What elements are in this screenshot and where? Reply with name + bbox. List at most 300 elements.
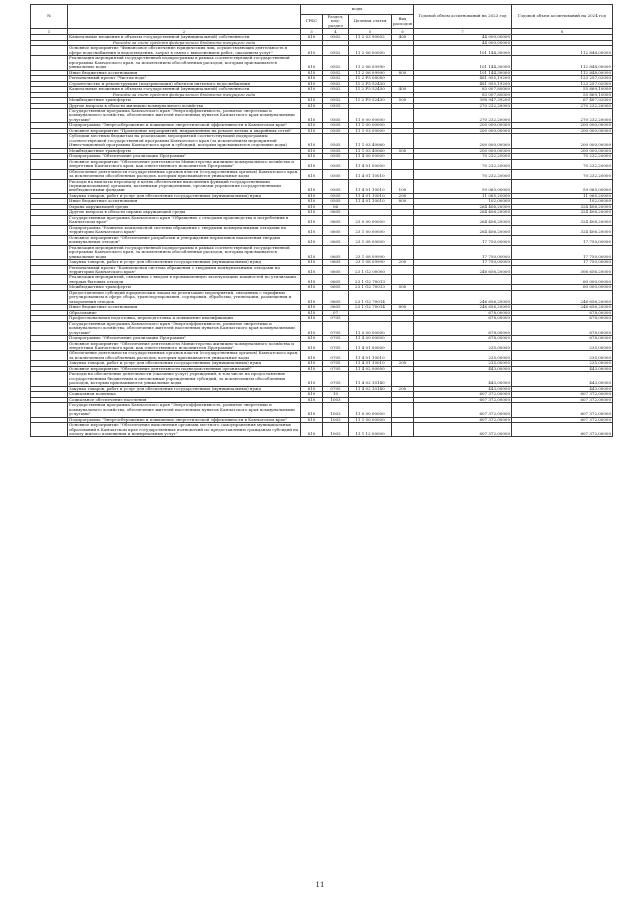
table-row — [31, 403, 613, 417]
cell-celevaya: 11 2 06 09990 — [349, 56, 392, 70]
cell-razdel: 1003 — [323, 423, 349, 437]
cell-celevaya: 23 1 08 09990 — [349, 260, 392, 265]
cell-name: Государственная программа Камчатского края "Энергоэффективность, развитие энергетики и коммунального хозяйства, обеспечение жителей населенных пунктов Камчатского края коммунальными услугами" — [68, 321, 301, 335]
cell-razdel: 0605 — [323, 275, 349, 285]
cell-name: Межбюджетные трансферты — [68, 285, 301, 290]
cell-name: Закупка товаров, работ и услуг для обеспечения государственных (муниципальных) нужд — [68, 386, 301, 391]
cell-volume-2023: 246 656,20000 — [414, 305, 512, 310]
cell-celevaya: 11 4 00 00000 — [349, 336, 392, 341]
cell-razdel: 07 — [323, 310, 349, 315]
cell-name: Подпрограмма "Обеспечение реализации Программы" — [68, 154, 301, 159]
header-name — [68, 5, 301, 29]
cell-name: Иные бюджетные ассигнования — [68, 70, 301, 75]
cell-subtitle: Расходы за счет средств федерального бюджета текущего года — [68, 92, 301, 97]
cell-volume-2023: 102,00000 — [414, 199, 512, 204]
cell-grbs: 810 — [301, 336, 323, 341]
cell-grbs: 810 — [301, 235, 323, 245]
cell-volume-2024: 112 848,00000 — [512, 56, 613, 70]
cell-grbs: 810 — [301, 87, 323, 92]
cell-volume-2024: 67 487,92000 — [512, 98, 613, 103]
cell-razdel: 0502 — [323, 46, 349, 56]
cell-razdel: 10 — [323, 392, 349, 397]
cell-vid: 200 — [392, 386, 414, 391]
cell-grbs: 810 — [301, 103, 323, 108]
cell-razdel: 0505 — [323, 148, 349, 153]
cell-celevaya: 11 4 01 10010 — [349, 351, 392, 361]
cell-volume-2024: 607 372,00000 — [512, 423, 613, 437]
table-row — [31, 134, 613, 148]
table-row — [31, 235, 613, 245]
cell-grbs: 810 — [301, 76, 323, 81]
cell-volume-2023: 246 656,20000 — [414, 265, 512, 275]
cell-razdel: 0705 — [323, 361, 349, 366]
cell-volume-2024: 246 656,20000 — [512, 305, 613, 310]
header-vid: Вид расходов — [392, 15, 414, 29]
cell-celevaya: 11 4 02 10140 — [349, 372, 392, 386]
cell-razdel: 0502 — [323, 70, 349, 75]
cell-razdel: 0705 — [323, 336, 349, 341]
cell-grbs: 810 — [301, 134, 323, 148]
cell-razdel: 0605 — [323, 215, 349, 225]
cell-subtitle: Расходы за счет средств федерального бюджета текущего года — [68, 40, 301, 45]
cell-celevaya: 11 4 00 00000 — [349, 154, 392, 159]
cell-vid: 800 — [392, 199, 414, 204]
cell-name: Основное мероприятие "Обеспечение деятельности Министерства жилищно-коммунального хозяйства и энергетики Камчатского края, как ответственного исполнителя Программы" — [68, 159, 301, 169]
cell-grbs: 810 — [301, 35, 323, 40]
cell-volume-2023: 678,00000 — [414, 321, 512, 335]
header-codes: коды — [301, 5, 414, 15]
cell-name: Подпрограмма "Энергосбережение и повышение энергетической эффективности в Камчатском крае" — [68, 417, 301, 422]
cell-volume-2024: 324 406,20000 — [512, 210, 613, 215]
cell-name: Субсидии местным бюджетам на реализацию мероприятий соответствующей подпрограммы соответствующей государственной программы Камчатского края (за исключением мероприятий Инвестиционной программы Камчатского края и субсидий, которым присваиваются отдельные коды) — [68, 134, 301, 148]
cell-celevaya: 11 4 01 00000 — [349, 159, 392, 169]
cell-celevaya: 11 2 F5 52430 — [349, 81, 392, 86]
cell-grbs: 810 — [301, 70, 323, 75]
cell-volume-2024: 17 750,00000 — [512, 245, 613, 259]
table-row — [31, 341, 613, 351]
cell-razdel: 0705 — [323, 366, 349, 371]
cell-volume-2023: 200 000,00000 — [414, 148, 512, 153]
cell-no — [31, 215, 68, 225]
table-row — [31, 372, 613, 386]
cell-volume-2023: 200 000,00000 — [414, 128, 512, 133]
cell-no — [31, 46, 68, 56]
cell-vid: 500 — [392, 285, 414, 290]
cell-grbs: 810 — [301, 56, 323, 70]
cell-name: Региональный проект "Чистая вода" — [68, 76, 301, 81]
cell-celevaya: 11 1 03 00000 — [349, 128, 392, 133]
cell-no — [31, 372, 68, 386]
cell-name: Капитальные вложения в объекты государственной (муниципальной) собственности — [68, 87, 301, 92]
cell-volume-2023: 83 007,80000 — [414, 92, 512, 97]
header-volume-2023: Годовой объем ассигнований на 2023 год — [414, 5, 512, 29]
budget-table — [30, 4, 613, 437]
cell-name: Основное мероприятие "Финансовое обеспечение юридических лиц, осуществляющих деятельность в сфере водоснабжения и водоотведения, затрат в связи с выполнением работ, оказанием услуг" — [68, 46, 301, 56]
cell-razdel: 0605 — [323, 210, 349, 215]
cell-celevaya: 11 2 03 90002 — [349, 35, 392, 40]
cell-name: Подпрограмма "Обеспечение реализации Программы" — [68, 336, 301, 341]
cell-razdel: 0605 — [323, 265, 349, 275]
cell-volume-2023: 246 656,20000 — [414, 290, 512, 304]
cell-name: Закупка товаров, работ и услуг для обеспечения государственных (муниципальных) нужд — [68, 193, 301, 198]
cell-grbs: 810 — [301, 351, 323, 361]
cell-celevaya: 11 2 F5 52430 — [349, 87, 392, 92]
cell-celevaya: 11 1 03 40060 — [349, 148, 392, 153]
cell-grbs: 810 — [301, 403, 323, 417]
cell-grbs: 810 — [301, 316, 323, 321]
cell-grbs: 810 — [301, 204, 323, 209]
header-no: № — [31, 5, 68, 29]
cell-razdel: 0605 — [323, 225, 349, 235]
cell-volume-2023: 235,00000 — [414, 341, 512, 351]
cell-celevaya: 11 2 F5 52430 — [349, 98, 392, 103]
cell-volume-2024: 607 372,00000 — [512, 397, 613, 402]
cell-vid — [392, 159, 414, 169]
cell-no — [31, 179, 68, 193]
cell-volume-2023: 607 372,00000 — [414, 423, 512, 437]
cell-volume-2024: 324 406,20000 — [512, 215, 613, 225]
cell-name: Социальная политика — [68, 392, 301, 397]
cell-celevaya: 11 4 01 00000 — [349, 341, 392, 351]
table-row — [31, 290, 613, 304]
cell-volume-2023: 264 406,20000 — [414, 225, 512, 235]
cell-grbs: 810 — [301, 341, 323, 351]
cell-volume-2024: 246 656,20000 — [512, 290, 613, 304]
cell-razdel: 1003 — [323, 403, 349, 417]
cell-no — [31, 159, 68, 169]
cell-grbs: 810 — [301, 423, 323, 437]
cell-grbs: 810 — [301, 210, 323, 215]
table-row — [31, 351, 613, 361]
header-num-6: 6 — [392, 29, 414, 35]
cell-grbs: 810 — [301, 361, 323, 366]
cell-celevaya: 11 2 F5 00000 — [349, 76, 392, 81]
cell-razdel: 0605 — [323, 245, 349, 259]
cell-volume-2023: 481 955,19200 — [414, 81, 512, 86]
header-grbs: ГРБС — [301, 15, 323, 29]
cell-vid — [392, 215, 414, 225]
cell-grbs: 810 — [301, 159, 323, 169]
cell-grbs: 810 — [301, 154, 323, 159]
header-razdel: Раздел, под-раздел — [323, 15, 349, 29]
cell-volume-2023: 235,00000 — [414, 351, 512, 361]
cell-celevaya: 11 4 01 10010 — [349, 169, 392, 179]
cell-vid — [392, 169, 414, 179]
cell-volume-2024: 270 232,20000 — [512, 103, 613, 108]
cell-name: Основное мероприятие "Обеспечение деятельности Министерства жилищно-коммунального хозяйства и энергетики Камчатского края, как ответственного исполнителя Программы" — [68, 341, 301, 351]
cell-name: Реализация мероприятий, связанных с вводом в промышленную эксплуатацию мощностей по утилизации твердых бытовых отходов — [68, 275, 301, 285]
cell-name: Основное мероприятие "Проведение мероприятий, направленных на ремонт ветхих и аварийных сетей" — [68, 128, 301, 133]
cell-vid: 800 — [392, 70, 414, 75]
cell-grbs: 810 — [301, 81, 323, 86]
cell-vid — [392, 108, 414, 122]
cell-vid — [392, 423, 414, 437]
cell-volume-2024: 11 065,20000 — [512, 193, 613, 198]
table-row — [31, 108, 613, 122]
cell-name: Иные бюджетные ассигнования — [68, 305, 301, 310]
cell-no — [31, 351, 68, 361]
cell-vid: 800 — [392, 305, 414, 310]
cell-celevaya: 11 0 00 00000 — [349, 403, 392, 417]
cell-volume-2024: 17 750,00000 — [512, 260, 613, 265]
cell-grbs: 810 — [301, 290, 323, 304]
cell-razdel: 0502 — [323, 76, 349, 81]
cell-volume-2023: 59 065,00000 — [414, 179, 512, 193]
cell-grbs: 810 — [301, 305, 323, 310]
cell-no — [31, 403, 68, 417]
cell-volume-2024: 70 232,20000 — [512, 169, 613, 179]
cell-volume-2024: 443,00000 — [512, 372, 613, 386]
cell-no — [31, 275, 68, 285]
cell-name: Образование — [68, 310, 301, 315]
cell-razdel: 0605 — [323, 260, 349, 265]
cell-razdel: 0705 — [323, 386, 349, 391]
cell-grbs: 810 — [301, 199, 323, 204]
cell-volume-2023: 200 000,00000 — [414, 123, 512, 128]
cell-celevaya: 11 0 00 00000 — [349, 108, 392, 122]
cell-name: Капитальные вложения в объекты государственной (муниципальной) собственности — [68, 35, 301, 40]
cell-volume-2024: 607 372,00000 — [512, 417, 613, 422]
cell-celevaya: 11 1 00 00000 — [349, 123, 392, 128]
cell-razdel: 0505 — [323, 128, 349, 133]
cell-volume-2024: 200 000,00000 — [512, 148, 613, 153]
cell-no — [31, 235, 68, 245]
cell-razdel: 0505 — [323, 199, 349, 204]
cell-razdel: 1003 — [323, 417, 349, 422]
cell-volume-2023: 70 232,20000 — [414, 154, 512, 159]
cell-name: Предоставление субсидий юридическим лицам на реализацию мероприятий, связанных с тарифным регулированием в сфере сбора, транспортирования, сортировки, обработки, утилизации, размещения и захоронения отходов — [68, 290, 301, 304]
cell-volume-2024: 678,00000 — [512, 310, 613, 315]
cell-volume-2023: 17 750,00000 — [414, 245, 512, 259]
cell-vid — [392, 321, 414, 335]
cell-vid: 500 — [392, 98, 414, 103]
cell-name: Региональный проект "Комплексная система обращения с твердыми коммунальными отходами на территории Камчатского края" — [68, 265, 301, 275]
cell-grbs: 810 — [301, 397, 323, 402]
cell-grbs: 810 — [301, 372, 323, 386]
cell-volume-2023: 17 750,00000 — [414, 260, 512, 265]
cell-celevaya: 23 1 G2 70014 — [349, 305, 392, 310]
header-num-2: 2 — [68, 29, 301, 35]
cell-vid: 400 — [392, 35, 414, 40]
cell-volume-2023: 235,00000 — [414, 361, 512, 366]
cell-name: Государственная программа Камчатского края "Обращение с отходами производства и потребления в Камчатском крае" — [68, 215, 301, 225]
cell-volume-2023: 607 372,00000 — [414, 392, 512, 397]
cell-razdel: 0502 — [323, 56, 349, 70]
cell-name: Обеспечение деятельности государственных органов власти (государственных органов) Камчатского края, за исключением обособленных расходов, которым присваиваются уникальные коды — [68, 351, 301, 361]
cell-grbs: 810 — [301, 265, 323, 275]
cell-name: Основное мероприятие "Обеспечение деятельности подведомственных организаций" — [68, 366, 301, 371]
cell-grbs: 810 — [301, 321, 323, 335]
cell-no — [31, 265, 68, 275]
cell-volume-2024: 55 869,10000 — [512, 92, 613, 97]
cell-volume-2024: 200 000,00000 — [512, 123, 613, 128]
cell-celevaya: 23 1 G2 70014 — [349, 290, 392, 304]
cell-razdel: 0605 — [323, 305, 349, 310]
table-row — [31, 159, 613, 169]
cell-name: Межбюджетные трансферты — [68, 98, 301, 103]
cell-vid: 200 — [392, 260, 414, 265]
cell-razdel: 0505 — [323, 159, 349, 169]
cell-razdel: 0705 — [323, 341, 349, 351]
cell-volume-2023: 607 372,00000 — [414, 417, 512, 422]
cell-volume-2024: 59 065,00000 — [512, 179, 613, 193]
cell-volume-2023: 270 232,20000 — [414, 108, 512, 122]
cell-razdel: 0705 — [323, 372, 349, 386]
cell-name: Закупка товаров, работ и услуг для обеспечения государственных (муниципальных) нужд — [68, 260, 301, 265]
cell-vid: 200 — [392, 361, 414, 366]
table-row — [31, 46, 613, 56]
cell-celevaya: 11 1 03 40060 — [349, 134, 392, 148]
table-row — [31, 275, 613, 285]
cell-volume-2024: 607 372,00000 — [512, 403, 613, 417]
cell-volume-2024: 235,00000 — [512, 351, 613, 361]
header-num-3: 3 — [301, 29, 323, 35]
cell-celevaya: 11 4 01 10010 — [349, 193, 392, 198]
cell-volume-2024: 443,00000 — [512, 386, 613, 391]
cell-volume-2023: 101 144,30000 — [414, 56, 512, 70]
cell-razdel: 0705 — [323, 316, 349, 321]
cell-razdel: 0502 — [323, 98, 349, 103]
cell-grbs: 810 — [301, 108, 323, 122]
cell-celevaya: 23 1 G2 70013 — [349, 285, 392, 290]
cell-vid — [392, 372, 414, 386]
cell-volume-2024: 70 232,20000 — [512, 154, 613, 159]
cell-volume-2024: 235,00000 — [512, 361, 613, 366]
cell-name: Реализация мероприятий государственной подпрограммы в рамках соответствующей государственной программы Камчатского края, за исключением обособленных расходов, которым присваиваются уникальные коды — [68, 245, 301, 259]
cell-razdel: 06 — [323, 204, 349, 209]
cell-razdel: 0505 — [323, 169, 349, 179]
cell-razdel: 0502 — [323, 35, 349, 40]
cell-name: Охрана окружающей среды — [68, 204, 301, 209]
cell-volume-2023: 678,00000 — [414, 336, 512, 341]
cell-volume-2023: 607 372,00000 — [414, 397, 512, 402]
cell-volume-2023: 270 232,20000 — [414, 103, 512, 108]
cell-grbs: 810 — [301, 46, 323, 56]
cell-celevaya: 11 1 12 00000 — [349, 423, 392, 437]
cell-volume-2023: 83 007,80000 — [414, 87, 512, 92]
cell-volume-2024: 17 750,00000 — [512, 235, 613, 245]
cell-volume-2024: 324 406,20000 — [512, 225, 613, 235]
cell-volume-2024: 102,00000 — [512, 199, 613, 204]
cell-razdel: 0502 — [323, 87, 349, 92]
cell-vid: 500 — [392, 148, 414, 153]
cell-volume-2023: 264 406,20000 — [414, 215, 512, 225]
cell-volume-2023: 443,00000 — [414, 386, 512, 391]
cell-celevaya: 23 1 G2 00000 — [349, 265, 392, 275]
cell-razdel: 0605 — [323, 290, 349, 304]
cell-no — [31, 225, 68, 235]
cell-celevaya: 23 1 00 00000 — [349, 225, 392, 235]
cell-razdel: 0705 — [323, 321, 349, 335]
cell-volume-2024: 112 848,00000 — [512, 46, 613, 56]
page-number: 11 — [315, 881, 325, 889]
cell-name: Межбюджетные трансферты — [68, 148, 301, 153]
cell-grbs: 810 — [301, 366, 323, 371]
cell-no — [31, 245, 68, 259]
table-row — [31, 321, 613, 335]
cell-vid: 200 — [392, 193, 414, 198]
cell-razdel: 1003 — [323, 397, 349, 402]
cell-razdel: 0505 — [323, 193, 349, 198]
cell-volume-2023: 443,00000 — [414, 372, 512, 386]
cell-grbs: 810 — [301, 386, 323, 391]
cell-grbs: 810 — [301, 169, 323, 179]
cell-volume-2024: 55 869,10000 — [512, 87, 613, 92]
cell-name: Обеспечение деятельности государственных органов власти (государственных органов) Камчатского края, за исключением обособленных расходов, которым присваиваются уникальные коды — [68, 169, 301, 179]
cell-vid — [392, 235, 414, 245]
table-row — [31, 169, 613, 179]
header-num-7: 7 — [414, 29, 512, 35]
cell-vid — [392, 341, 414, 351]
cell-volume-2024: 123 257,02000 — [512, 81, 613, 86]
cell-volume-2024: 235,00000 — [512, 341, 613, 351]
cell-name: Профессиональная подготовка, переподготовка и повышение квалификации — [68, 316, 301, 321]
header-num-5: 5 — [349, 29, 392, 35]
cell-vid — [392, 265, 414, 275]
cell-volume-2024: 60 000,00000 — [512, 275, 613, 285]
cell-vid — [392, 403, 414, 417]
table-body — [31, 35, 613, 437]
cell-no — [31, 56, 68, 70]
cell-no — [31, 341, 68, 351]
cell-volume-2024: 678,00000 — [512, 321, 613, 335]
cell-no — [31, 108, 68, 122]
cell-volume-2024: 607 372,00000 — [512, 392, 613, 397]
cell-volume-2023: 44 000,00000 — [414, 40, 512, 45]
cell-grbs: 810 — [301, 123, 323, 128]
header-num-4: 4 — [323, 29, 349, 35]
cell-volume-2024: 112 848,00000 — [512, 70, 613, 75]
cell-volume-2023: 200 000,00000 — [414, 134, 512, 148]
cell-grbs: 810 — [301, 215, 323, 225]
cell-vid — [392, 225, 414, 235]
cell-razdel: 0502 — [323, 81, 349, 86]
cell-no — [31, 290, 68, 304]
cell-razdel: 0505 — [323, 134, 349, 148]
cell-volume-2023: 264 406,20000 — [414, 204, 512, 209]
cell-volume-2023: 70 232,20000 — [414, 169, 512, 179]
cell-volume-2023: 17 750,00000 — [414, 235, 512, 245]
cell-volume-2024: 270 232,20000 — [512, 108, 613, 122]
cell-no — [31, 423, 68, 437]
cell-grbs: 810 — [301, 275, 323, 285]
cell-name: Основное мероприятие "Обеспечение разработки и утверждения нормативов накопления твердых коммунальных отходов" — [68, 235, 301, 245]
cell-celevaya: 23 1 08 09990 — [349, 245, 392, 259]
cell-celevaya: 11 2 06 09990 — [349, 70, 392, 75]
cell-grbs: 810 — [301, 98, 323, 103]
header-volume-2024: Годовой объем ассигнований на 2024 год — [512, 5, 613, 29]
cell-celevaya: 11 1 00 00000 — [349, 417, 392, 422]
table-header — [31, 5, 613, 35]
table-row — [31, 56, 613, 70]
cell-volume-2024: 324 406,20000 — [512, 204, 613, 209]
cell-name: Подпрограмма "Энергосбережение и повышение энергетической эффективности в Камчатском крае" — [68, 123, 301, 128]
cell-celevaya: 23 1 G2 70013 — [349, 275, 392, 285]
cell-volume-2023: 481 955,19200 — [414, 76, 512, 81]
cell-celevaya: 23 1 08 00000 — [349, 235, 392, 245]
cell-grbs: 810 — [301, 285, 323, 290]
cell-vid — [392, 134, 414, 148]
cell-volume-2023: 44 000,00000 — [414, 35, 512, 40]
cell-volume-2024: 678,00000 — [512, 336, 613, 341]
cell-name: Подпрограмма "Развитие комплексной системы обращения с твердыми коммунальными отходами на территории Камчатского края" — [68, 225, 301, 235]
cell-vid — [392, 245, 414, 259]
header-num-1: 1 — [31, 29, 68, 35]
table-row — [31, 215, 613, 225]
table-row — [31, 225, 613, 235]
cell-vid: 100 — [392, 179, 414, 193]
cell-name: Реализация мероприятий государственной подпрограммы в рамках соответствующей государственной программы Камчатского края, за исключением обособленных расходов, которым присваиваются уникальные коды — [68, 56, 301, 70]
